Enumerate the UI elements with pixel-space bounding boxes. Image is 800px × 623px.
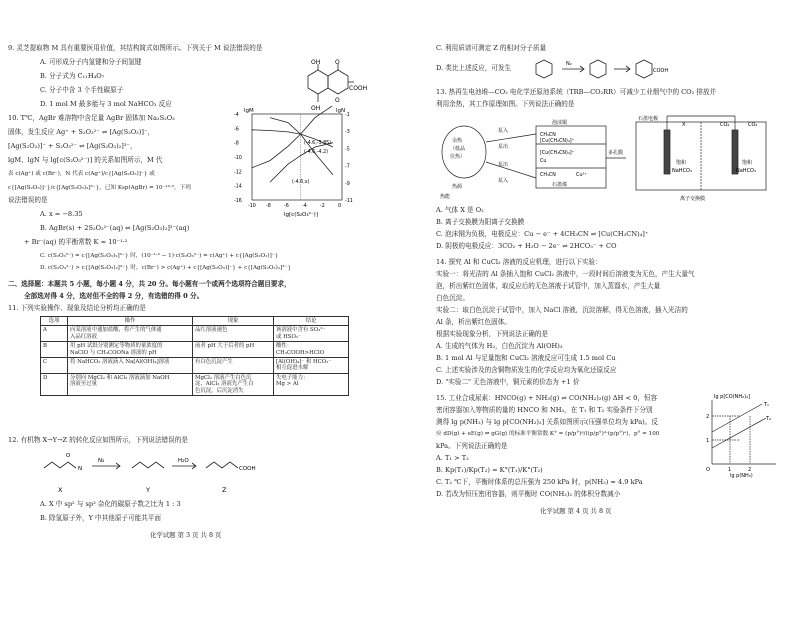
q11-cell: 失电子能力： Mg > Al xyxy=(274,373,349,395)
label-d-n2: N₂ xyxy=(566,61,572,67)
label-ion-membrane: 离子交换膜 xyxy=(680,196,706,202)
svg-text:NaHCO₃: NaHCO₃ xyxy=(672,168,692,174)
label-n: N xyxy=(78,466,83,472)
svg-text:泵出: 泵出 xyxy=(498,162,509,168)
chart-y-right-tick: -9 xyxy=(345,181,350,187)
q13-diagram xyxy=(436,112,776,202)
q10-option-b-cont: + Br⁻(aq) 的平衡常数 K = 10⁻¹·² xyxy=(24,238,128,246)
q13-stem-1: 13. 热再生电池堆—CO₂ 电化学还原池系统（TRB—CO₂RR）可减少工业烟气中的 CO₂ 排放并 xyxy=(436,88,717,96)
chart-y-right-tick: -3 xyxy=(345,130,350,136)
q12-option-a: A. X 中 sp² 与 sp³ 杂化的碳原子数之比为 1 : 3 xyxy=(40,500,181,508)
q11-header-operation: 操作 xyxy=(68,317,193,326)
q11-header-row xyxy=(41,317,349,326)
q15-line-1: 15. 工业合成尿素：HNCO(g) + NH₃(g) ⇌ CO(NH₂)₂(g) ΔH < 0，恒容 xyxy=(436,394,658,402)
q11-cell: 将 NaHCO₃ 溶液滴入 Na[Al(OH)₄]溶液 xyxy=(68,358,193,374)
graphite-electrode xyxy=(664,130,670,174)
chart-y-left-tick: -10 xyxy=(234,156,242,161)
q12-d-reaction xyxy=(530,56,680,84)
q11-cell: A xyxy=(41,326,68,342)
q14-option-c: C. 上述实验涉及的含铜物质发生的化学反应均为氧化还原反应 xyxy=(436,366,617,374)
q10-line-4: lgM、lgN 与 lg[c(S₂O₃²⁻)] 的关系如图所示，M 代 xyxy=(8,156,163,164)
q10-line-6: c{[Ag(S₂O₃)]⁻}/c{[Ag(S₂O₃)₂]³⁻}，已知 Ksp(AgBr) = 10⁻¹²·²，下列 xyxy=(8,185,191,191)
q15-line-2: 密闭容器加入等物质的量的 HNCO 和 NH₃，在 T₁ 和 T₂ 实验条件下分别 xyxy=(436,406,653,414)
label-gas-x: X xyxy=(682,122,686,128)
chart-frame xyxy=(252,114,342,200)
chart-ylabel-left: lgM xyxy=(244,108,254,114)
chart-y-left-tick: -8 xyxy=(234,141,239,147)
q12-stem: 12. 有机物 X→Y→Z 的转化反应如图所示，下列说法错误的是 xyxy=(8,436,188,444)
q11-cell: B xyxy=(41,342,68,358)
q12-option-d: D. 类比上述反应，可发生 xyxy=(436,64,512,72)
q15-option-b: B. Kp(T₁)/Kp(T₂) = K°(T₁)/K°(T₂) xyxy=(436,466,543,474)
q12-reaction xyxy=(36,448,266,498)
q10-chart xyxy=(232,106,362,218)
page-3-footer: 化学试题 第 3 页 共 8 页 xyxy=(150,531,222,539)
q11-cell: 有白色沉淀产生 xyxy=(193,358,274,374)
q14-line-6: Al 条，析出紫红色固体。 xyxy=(436,318,511,326)
label-heat-source: 热源 xyxy=(452,184,463,190)
q12-option-c: C. 利用质谱可测定 Z 的相对分子质量 xyxy=(436,44,547,52)
chart-series-curve2 xyxy=(252,106,333,168)
q11-cell: 用 pH 试纸分别测定等物质的量浓度的 NaClO 与 CH₃COONa 溶液的 pH xyxy=(68,342,193,358)
q11-header-phenomenon: 现象 xyxy=(193,317,274,326)
y-chain xyxy=(132,462,164,468)
q9-option-a: A. 可形成分子内氢键和分子间氢键 xyxy=(40,58,142,66)
q9-stem: 9. 灵芝提取物 M 具有重要医用价值，其结构简式如图所示。下列关于 M 说法错误的是 xyxy=(8,44,263,52)
q13-option-b: B. 离子交换膜为阳离子交换膜 xyxy=(436,218,525,226)
svg-text:1: 1 xyxy=(706,438,710,444)
label-x: X xyxy=(58,486,63,494)
chart-xlabel: lg[c(S₂O₃²⁻)] xyxy=(284,212,318,218)
q11-cell: 酸性： CH₃COOH>HClO xyxy=(274,342,349,358)
chart-y-right-tick: -11 xyxy=(345,199,353,204)
svg-text:CO₂: CO₂ xyxy=(748,122,758,128)
ring-d3 xyxy=(636,60,652,78)
q11-cell: [Al(OH)₄]⁻ 和 HCO₃⁻ 相互促进水解 xyxy=(274,358,349,374)
q11-cell: C xyxy=(41,358,68,374)
q11-table xyxy=(40,316,349,396)
chart-x-tick: -6 xyxy=(284,204,289,209)
label-foam-copper: 泡沫铜 xyxy=(552,120,568,126)
q15-line-5: kPa。下列说法正确的是 xyxy=(436,442,508,450)
svg-text:泵入: 泵入 xyxy=(498,128,509,134)
chart-y-left-tick: -14 xyxy=(234,184,242,190)
chart-y-right-tick: -7 xyxy=(345,164,350,170)
label-d-cooh: COOH xyxy=(653,68,669,74)
q15-curve-t1 xyxy=(712,404,762,432)
heat-source xyxy=(442,126,486,178)
q15-graph xyxy=(700,392,780,478)
svg-text:位热）: 位热） xyxy=(450,154,466,160)
chart-y-right-tick: -5 xyxy=(345,147,350,153)
q10-option-a: A. x = −8.35 xyxy=(40,210,83,218)
q10-line-5: 表 c(Ag⁺) 或 c(Br⁻)，N 代表 c(Ag⁺)/c{[Ag(S₂O₃)]⁻} 或 xyxy=(8,171,155,177)
svg-text:CH₃CN: CH₃CN xyxy=(540,133,556,138)
q14-line-7: 根据实验现象分析，下列说法正确的是 xyxy=(436,330,549,338)
section-2-line-1: 二、选择题：本题共 5 小题，每小题 4 分，共 20 分。每小题有一个或两个选项符合题目要求， xyxy=(8,280,291,288)
q15-line-3: 测得 lg p(NH₃) 与 lg p[CO(NH₂)₂] 关系如图所示(压强单位均为 kPa)。反 xyxy=(436,418,658,426)
svg-text:1: 1 xyxy=(728,467,732,473)
chart-annotation-1: (-4.6,-3.85) xyxy=(304,141,332,146)
q11-cell: MgCl₂ 溶液产生白色沉 淀，AlCl₃ 溶液先产生白 色沉淀，后沉淀消失 xyxy=(193,373,274,395)
q11-table-row xyxy=(41,373,349,395)
label-oh-top: OH xyxy=(311,59,321,66)
ring-b xyxy=(328,70,348,94)
q9-option-b: B. 分子式为 C₁₁H₄O₇ xyxy=(40,72,105,80)
x-chain xyxy=(44,462,76,468)
q14-line-2: 实验一：将光洁的 Al 条插入饱和 CuCl₂ 溶液中，一段时间后溶液变为无色，产生大量气 xyxy=(436,270,695,278)
ring-a xyxy=(308,70,328,94)
q10-line-3: [Ag(S₂O₃)]⁻ + S₂O₃²⁻ ⇌ [Ag(S₂O₃)₂]³⁻， xyxy=(8,142,137,150)
label-cooh: COOH xyxy=(349,85,368,92)
q10-option-c: C. c(S₂O₃²⁻) = c{[Ag(S₂O₃)₂]³⁻} 时，(10⁻¹·² − 1)·c(S₂O₃²⁻) = c(Ag⁺) + c{[Ag(S₂O₃)]⁻} xyxy=(40,253,279,259)
label-o: O xyxy=(66,453,71,459)
q10-line-7: 说法错误的是 xyxy=(8,196,48,204)
svg-text:CH₃CN: CH₃CN xyxy=(540,173,556,178)
svg-text:Cu²⁺: Cu²⁺ xyxy=(576,173,587,178)
svg-text:2: 2 xyxy=(706,414,710,420)
label-graphite-electrode: 石墨电极 xyxy=(638,116,659,122)
svg-text:[Cu(CH₃CN)₄]⁺: [Cu(CH₃CN)₄]⁺ xyxy=(540,139,575,144)
q15-t2-label: T₂ xyxy=(766,416,772,422)
chart-series-curve3 xyxy=(270,118,333,175)
page-4 xyxy=(400,0,800,623)
q14-option-a: A. 生成的气体为 H₂，白色沉淀为 Al(OH)₃ xyxy=(436,342,563,350)
q11-table-row xyxy=(41,326,349,342)
q13-option-c: C. 泡沫铜为负极，电极反应：Cu − e⁻ + 4CH₃CN ⇌ [Cu(CH₃CN)₄]⁺ xyxy=(436,230,649,238)
chart-ylabel-right: lgN xyxy=(336,108,346,114)
q14-option-d: D. "实验二" 无色溶液中，铜元素的价态为 +1 价 xyxy=(436,378,580,386)
q11-cell: 向某溶液中通加盐酸，将产生的气体通 入品红溶液 xyxy=(68,326,193,342)
z-chain xyxy=(206,462,238,468)
page-4-footer: 化学试题 第 4 页 共 8 页 xyxy=(540,507,612,515)
q15-option-a: A. T₁ > T₂ xyxy=(436,454,469,462)
chart-series-curve4 xyxy=(270,143,333,182)
svg-text:泵出: 泵出 xyxy=(498,144,509,150)
q15-line-4: 应 dD(g) + eE(g) ⇌ gG(g) 的标准平衡常数 K° = (p/p°)ᵍ/((p/p°)ᵈ·(p/p°)ᵉ)，p° = 100 xyxy=(436,431,660,437)
q15-xlabel: lg p(NH₃) xyxy=(730,473,753,478)
label-n2: N₂ xyxy=(98,458,105,464)
svg-text:饱和: 饱和 xyxy=(742,160,753,166)
q15-t1-label: T₁ xyxy=(764,402,770,408)
q15-origin: O xyxy=(706,467,710,473)
q12-option-b: B. 除氢原子外，Y 中其他原子可能共平面 xyxy=(40,514,161,522)
q14-line-5: 实验二：取白色沉淀于试管中，加入 NaCl 溶液，沉淀溶解，得无色溶液，插入光洁的 xyxy=(436,306,688,314)
q11-cell: 前者 pH 大于后者的 pH xyxy=(193,342,274,358)
q10-line-1: 10. T℃，AgBr 难溶物中含足量 AgBr 固体加 Na₂S₂O₃ xyxy=(8,114,175,122)
chart-x-tick: -2 xyxy=(320,204,325,209)
label-waste-heat: 余热 xyxy=(452,138,463,144)
svg-text:2: 2 xyxy=(748,467,752,473)
q11-header-option: 选项 xyxy=(41,317,68,326)
svg-text:Cu: Cu xyxy=(540,159,547,164)
q11-cell: 分别向 MgCl₂ 和 AlCl₃ 溶液滴加 NaOH 溶液至过量 xyxy=(68,373,193,395)
svg-text:NaHCO₃: NaHCO₃ xyxy=(736,168,756,174)
chart-x-tick: -4 xyxy=(302,204,307,209)
chart-y-left-tick: -6 xyxy=(234,127,239,133)
svg-text:CO₂: CO₂ xyxy=(720,122,730,128)
q11-cell: 该溶液中含有 SO₃²⁻ 或 HSO₃⁻ xyxy=(274,326,349,342)
label-y: Y xyxy=(146,486,150,494)
label-o-bottom: O xyxy=(335,97,340,104)
ring-d2 xyxy=(590,60,606,78)
q9-option-c: C. 分子中含 3 个手性碳原子 xyxy=(40,86,124,94)
q9-option-d: D. 1 mol M 最多能与 3 mol NaHCO₃ 反应 xyxy=(40,100,172,108)
label-graphene: 石墨烯 xyxy=(552,182,568,188)
q10-line-2: 固体，发生反应 Ag⁺ + S₂O₃²⁻ ⇌ [Ag(S₂O₃)]⁻， xyxy=(8,128,155,136)
q15-ylabel: lg p[CO(NH₂)₂] xyxy=(714,394,751,400)
chart-x-tick: 0 xyxy=(338,204,342,209)
label-o-top: O xyxy=(335,59,340,66)
q10-option-d: D. c(S₂O₃²⁻) > c{[Ag(S₂O₃)₂]³⁻} 时，c(Br⁻) > c(Ag⁺) + c{[Ag(S₂O₃)]⁻} + c{[Ag(S₂O₃)₂]³⁻} xyxy=(40,265,292,271)
label-oh-bottom: OH xyxy=(311,105,321,112)
chart-y-right-tick: -1 xyxy=(345,113,350,118)
q11-cell: 品红溶液褪色 xyxy=(193,326,274,342)
q15-option-c: C. T₂ ℃下，平衡时体系的总压强为 250 kPa 时，p(NH₃) ≈ 4.9 kPa xyxy=(436,478,643,486)
q11-table-row xyxy=(41,358,349,374)
svg-text:饱和: 饱和 xyxy=(676,160,687,166)
chart-x-tick: -10 xyxy=(248,204,256,209)
q10-option-b: B. AgBr(s) + 2S₂O₃²⁻(aq) ⇌ [Ag(S₂O₃)₂]³⁻(aq) xyxy=(40,224,190,232)
label-cooh: COOH xyxy=(239,466,256,472)
ring-d1 xyxy=(536,60,552,78)
q11-cell: D xyxy=(41,373,68,395)
q14-line-4: 白色沉淀。 xyxy=(436,294,469,302)
chart-y-left-tick: -4 xyxy=(234,113,239,118)
svg-text:泵入: 泵入 xyxy=(498,178,509,184)
q14-line-3: 泡，析出紫红色固体，取反应后的无色溶液于试管中，加入蒸馏水，产生大量 xyxy=(436,282,661,290)
section-2-line-2: 全部选对得 4 分，选对但不全的得 2 分，有选错的得 0 分。 xyxy=(24,292,204,300)
chart-x-tick: -8 xyxy=(266,204,271,209)
q11-table-row xyxy=(41,342,349,358)
label-z: Z xyxy=(222,486,227,494)
label-thermal: 热能 xyxy=(440,194,451,200)
q15-option-d: D. 若改为恒压密闭容器，则平衡时 CO(NH₂)₂ 的体积分数减小 xyxy=(436,490,621,498)
svg-text:（低品: （低品 xyxy=(450,146,466,152)
chart-y-left-tick: -16 xyxy=(234,199,242,204)
q13-option-a: A. 气体 X 是 O₂ xyxy=(436,206,484,214)
q11-stem: 11. 下列实验操作、现象及结论分析均正确的是 xyxy=(8,304,146,312)
q13-option-d: D. 阴极的电极反应：3CO₂ + H₂O − 2e⁻ ⇌ 2HCO₃⁻ + CO xyxy=(436,242,617,250)
label-porous-membrane: 多孔膜 xyxy=(608,150,624,156)
q14-option-b: B. 1 mol Al 与足量饱和 CuCl₂ 溶液反应可生成 1.5 mol Cu xyxy=(436,354,616,362)
chart-annotation-3: (-4.6,x) xyxy=(292,180,310,185)
q11-header-conclusion: 结论 xyxy=(274,317,349,326)
label-h2o: H₂O xyxy=(178,458,189,464)
q14-line-1: 14. 探究 Al 和 CuCl₂ 溶液的反应机理，进行以下实验： xyxy=(436,258,602,266)
q15-curve-t2 xyxy=(712,418,766,448)
svg-text:[Cu(CH₃CN)₄]⁺: [Cu(CH₃CN)₄]⁺ xyxy=(540,151,575,156)
chart-annotation-2: (-4.6,-4.2) xyxy=(304,150,328,155)
q13-stem-2: 利用余热，其工作原理如图。下列说法正确的是 xyxy=(436,100,575,108)
chart-y-left-tick: -12 xyxy=(234,170,242,176)
